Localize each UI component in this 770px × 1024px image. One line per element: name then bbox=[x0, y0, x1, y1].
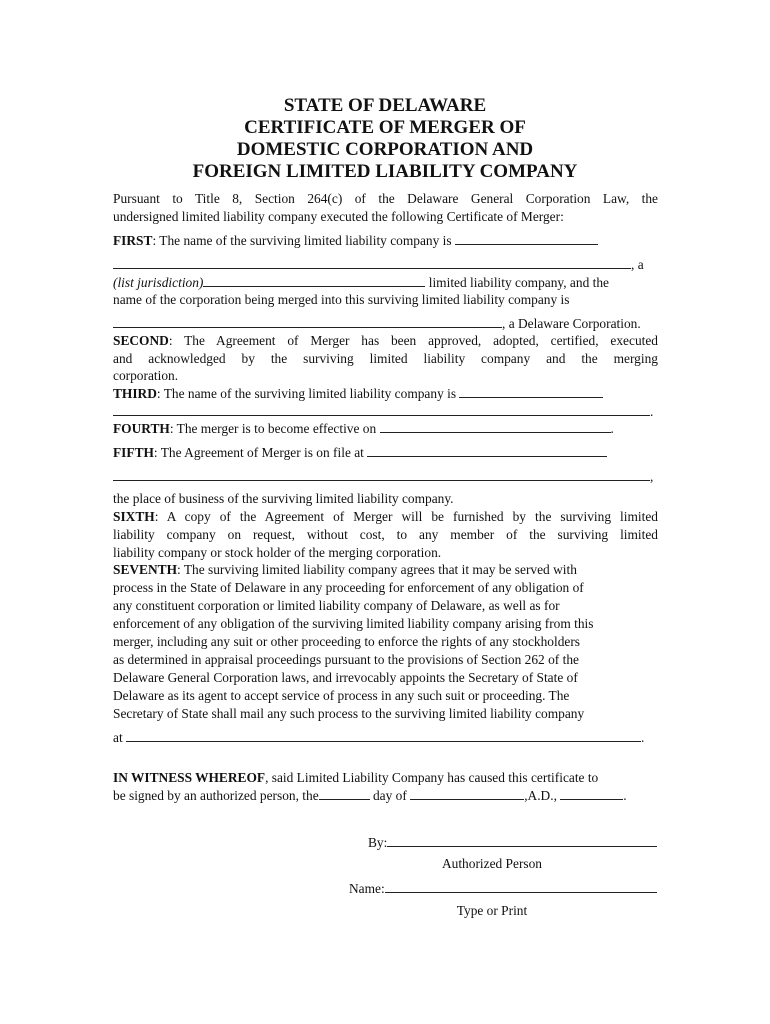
year-field[interactable] bbox=[560, 788, 623, 800]
seventh-line-2: process in the State of Delaware in any proceeding for enforcement of any obligation of bbox=[113, 580, 584, 595]
by-line bbox=[368, 834, 668, 851]
fifth-line-2: , bbox=[113, 468, 658, 485]
fifth-line-1: FIFTH: The Agreement of Merger is on file at bbox=[113, 444, 658, 461]
seventh-line-1: SEVENTH: The surviving limited liability company agrees that it may be served with bbox=[113, 562, 577, 577]
third-name-field-cont[interactable] bbox=[113, 404, 650, 416]
fourth-label: FOURTH bbox=[113, 421, 170, 436]
first-line-5 bbox=[113, 315, 658, 332]
third-line-1: THIRD: The name of the surviving limited liability company is bbox=[113, 385, 658, 402]
llc-text: limited liability company, and the bbox=[425, 275, 609, 290]
title-line-3: DOMESTIC CORPORATION AND bbox=[236, 139, 534, 160]
seventh-line-10: at . bbox=[113, 730, 645, 745]
name-line bbox=[349, 880, 669, 897]
by-label: By: bbox=[368, 835, 388, 850]
seventh-line-5: merger, including any suit or other proceeding to enforce the rights of any stockholders bbox=[113, 634, 581, 649]
surviving-llc-name-field[interactable] bbox=[455, 233, 598, 245]
seventh-label: SEVENTH bbox=[113, 562, 177, 577]
intro-line-1: Pursuant to Title 8, Section 264(c) of the Delaware General Corporation Law, the bbox=[113, 191, 658, 206]
first-paragraph bbox=[113, 232, 658, 249]
third-name-field[interactable] bbox=[459, 386, 603, 398]
intro-line-2: undersigned limited liability company executed the following Certificate of Merger: bbox=[113, 209, 564, 224]
document-title bbox=[0, 95, 770, 183]
sixth-line-3: liability company or stock holder of the merging corporation. bbox=[113, 545, 442, 560]
second-line-3: corporation. bbox=[113, 368, 179, 383]
seventh-line-6: as determined in appraisal proceedings pursuant to the provisions of Section 262 of the bbox=[113, 652, 579, 667]
third-line-2: . bbox=[113, 403, 658, 420]
seventh-line-9: Secretary of State shall mail any such process to the surviving limited liability company bbox=[113, 706, 585, 721]
witness-line-1: IN WITNESS WHEREOF, said Limited Liability Company has caused this certificate to bbox=[113, 770, 599, 785]
second-line-2: and acknowledged by the surviving limited liability company and the merging bbox=[113, 351, 658, 366]
surviving-llc-name-field-cont[interactable] bbox=[113, 257, 631, 269]
seventh-line-8: Delaware as its agent to accept service of process in any such suit or proceeding. The bbox=[113, 688, 570, 703]
second-label: SECOND bbox=[113, 333, 169, 348]
sixth-line-2: liability company on request, without cost, to any member of the surviving limited bbox=[113, 527, 658, 542]
type-or-print-label: Type or Print bbox=[456, 903, 528, 918]
title-line-1: STATE OF DELAWARE bbox=[283, 95, 487, 116]
printed-name-field[interactable] bbox=[385, 881, 657, 893]
first-label: FIRST bbox=[113, 233, 153, 248]
first-line-4: name of the corporation being merged into this surviving limited liability company is bbox=[113, 292, 570, 307]
day-field[interactable] bbox=[319, 788, 370, 800]
authorized-person-label: Authorized Person bbox=[441, 856, 543, 871]
third-label: THIRD bbox=[113, 386, 157, 401]
witness-label: IN WITNESS WHEREOF bbox=[113, 770, 266, 785]
mailing-address-field[interactable] bbox=[126, 730, 641, 742]
file-location-field[interactable] bbox=[367, 445, 607, 457]
seventh-line-4: enforcement of any obligation of the surviving limited liability company arising from this bbox=[113, 616, 594, 631]
seventh-line-3: any constituent corporation or limited liability company of Delaware, as well as for bbox=[113, 598, 560, 613]
title-line-2: CERTIFICATE OF MERGER OF bbox=[244, 117, 526, 138]
fourth-line: FOURTH: The merger is to become effective on . bbox=[113, 421, 614, 436]
signature-field[interactable] bbox=[387, 835, 657, 847]
month-field[interactable] bbox=[410, 788, 524, 800]
fifth-line-3: the place of business of the surviving limited liability company. bbox=[113, 491, 454, 506]
name-label: Name: bbox=[349, 881, 385, 896]
delaware-corp-text: , a Delaware Corporation. bbox=[502, 316, 641, 331]
jurisdiction-field[interactable] bbox=[203, 275, 425, 287]
file-location-field-cont[interactable] bbox=[113, 469, 650, 481]
effective-date-field[interactable] bbox=[380, 421, 611, 433]
title-line-4: FOREIGN LIMITED LIABILITY COMPANY bbox=[192, 161, 578, 182]
seventh-line-7: Delaware General Corporation laws, and irrevocably appoints the Secretary of State of bbox=[113, 670, 578, 685]
merging-corporation-field[interactable] bbox=[113, 316, 502, 328]
sixth-label: SIXTH bbox=[113, 509, 155, 524]
fifth-label: FIFTH bbox=[113, 445, 154, 460]
jurisdiction-label: (list jurisdiction) bbox=[113, 275, 204, 290]
witness-line-2: be signed by an authorized person, the day of ,A.D., . bbox=[113, 788, 627, 803]
second-line-1: SECOND: The Agreement of Merger has been approved, adopted, certified, executed bbox=[113, 333, 658, 348]
sixth-line-1: SIXTH: A copy of the Agreement of Merger will be furnished by the surviving limited bbox=[113, 509, 658, 524]
first-text: : The name of the surviving limited liability company is bbox=[152, 233, 452, 248]
first-suffix-a: , a bbox=[631, 257, 644, 272]
first-line-3 bbox=[113, 274, 658, 291]
first-line-2 bbox=[113, 256, 658, 273]
